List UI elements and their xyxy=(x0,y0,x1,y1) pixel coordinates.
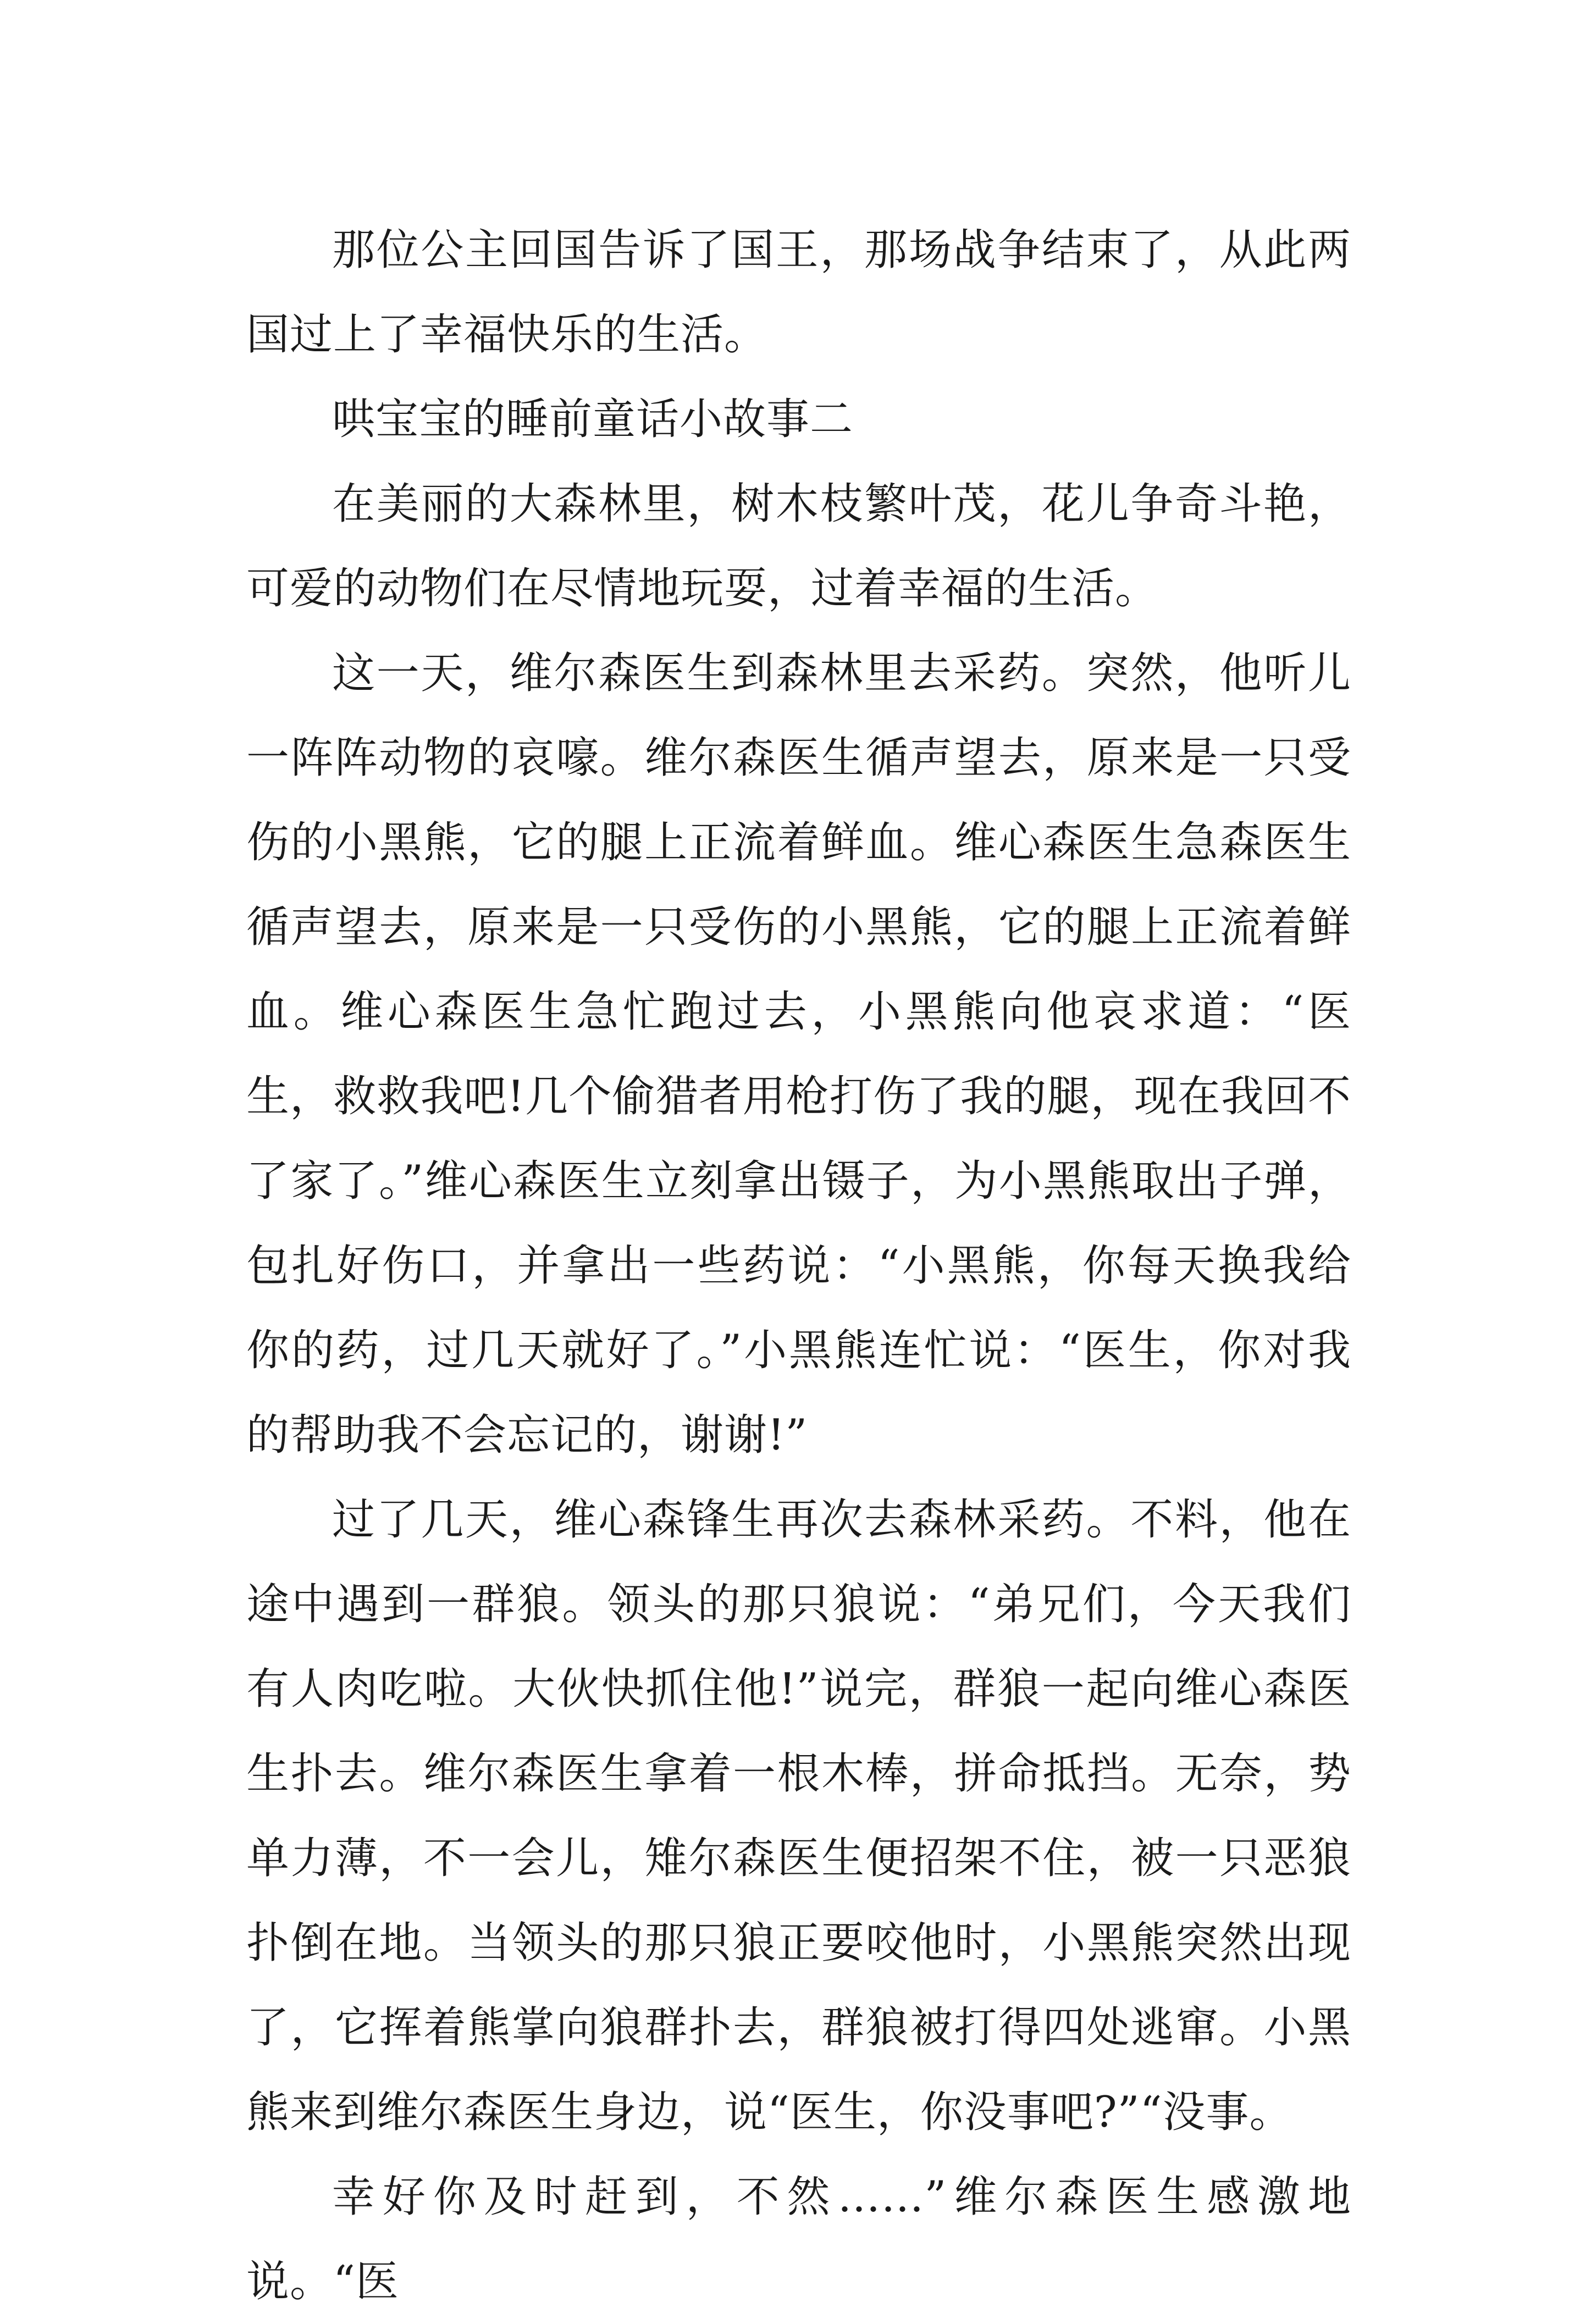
paragraph-4: 过了几天，维心森锋生再次去森林采药。不料，他在途中遇到一群狼。领头的那只狼说：“弟兄们，今天我们有人肉吃啦。大伙快抓住他!”说完，群狼一起向维心森医生扑去。维尔森医生拿着一根木棒，拼命抵挡。无奈，势单力薄，不一会儿，雉尔森医生便招架不住，被一只恶狼扑倒在地。当领头的那只狼正要咬他时，小黑熊突然出现了，它挥着熊掌向狼群扑去，群狼被打得四处逃窜。小黑熊来到维尔森医生身边，说“医生，你没事吧?”“没事。 xyxy=(246,1495,1351,2137)
paragraph-5: 幸好你及时赶到，不然……”维尔森医生感激地说。“医 xyxy=(246,2172,1351,2306)
paragraph-1: 那位公主回国告诉了国王，那场战争结束了，从此两国过上了幸福快乐的生活。 xyxy=(246,225,1351,359)
paragraph-2: 在美丽的大森林里，树木枝繁叶茂，花儿争奇斗艳，可爱的动物们在尽情地玩耍，过着幸福的生活。 xyxy=(246,479,1351,613)
document-body xyxy=(246,208,1351,2324)
section-heading: 哄宝宝的睡前童话小故事二 xyxy=(332,395,854,444)
paragraph-3: 这一天，维尔森医生到森林里去采药。突然，他听儿一阵阵动物的哀嚎。维尔森医生循声望去，原来是一只受伤的小黑熊，它的腿上正流着鲜血。维心森医生急森医生循声望去，原来是一只受伤的小黑熊，它的腿上正流着鲜血。维心森医生急忙跑过去，小黑熊向他哀求道：“医生，救救我吧!几个偷猎者用枪打伤了我的腿，现在我回不了家了。”维心森医生立刻拿出镊子，为小黑熊取出子弹，包扎好伤口，并拿出一些药说：“小黑熊，你每天换我给你的药，过几天就好了。”小黑熊连忙说：“医生，你对我的帮助我不会忘记的，谢谢!” xyxy=(246,649,1351,1460)
